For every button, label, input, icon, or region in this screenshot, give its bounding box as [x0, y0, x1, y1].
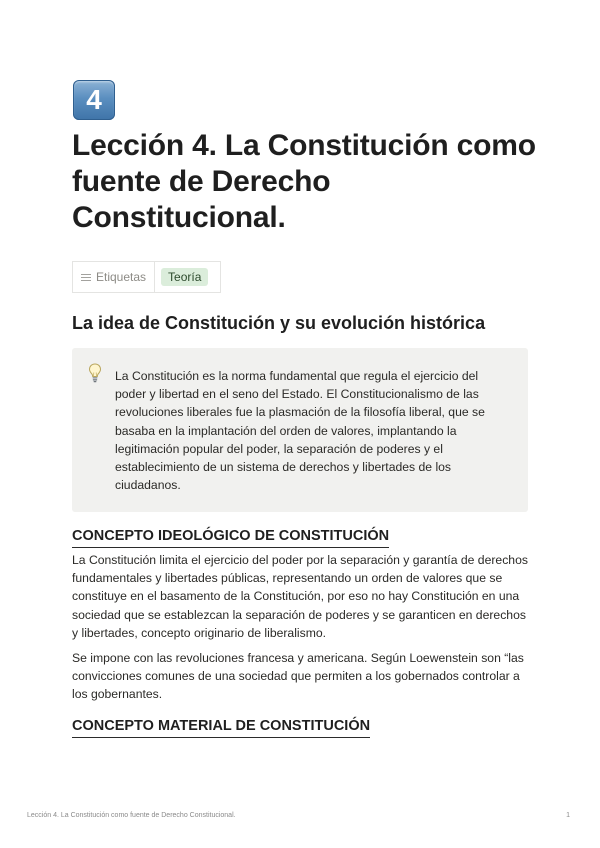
- footer-title: Lección 4. La Constitución como fuente de Derecho Constitucional.: [27, 812, 236, 819]
- heading-concepto-ideologico: CONCEPTO IDEOLÓGICO DE CONSTITUCIÓN: [72, 526, 389, 548]
- tag-badge[interactable]: Teoría: [161, 268, 208, 286]
- paragraph: Se impone con las revoluciones francesa y americana. Según Loewenstein son “las convicciones comunes de una sociedad que permiten a los gobernados controlar a los gobernantes.: [72, 651, 524, 702]
- lightbulb-icon: [87, 362, 103, 384]
- callout-text: La Constitución es la norma fundamental que regula el ejercicio del poder y libertad en el seno del Estado. El Constitucionalismo de las revoluciones liberales fue la plasmación de la filosofía liberal, que se basaba en la implantación del orden de valores, implantando la legitimación popular del poder, la separación de poderes y el establecimiento de un sistema de derechos y libertades de los ciudadanos.: [115, 369, 485, 493]
- properties-row: [72, 261, 221, 293]
- property-key-label: Etiquetas: [96, 270, 147, 284]
- lesson-number-icon: 4: [73, 80, 115, 120]
- page-title: Lección 4. La Constitución como fuente de Derecho Constitucional.: [72, 129, 536, 234]
- property-value[interactable]: [155, 262, 220, 292]
- paragraph: La Constitución limita el ejercicio del poder por la separación y garantía de derechos fundamentales y libertades públicas, representando un orden de valores que se constituye en el basamento de la Constitución, por eso no hay Constitución en una sociedad que se establezcan la separación de poderes y se garanticen en derechos y libertades, concepto originario de liberalismo.: [72, 553, 528, 640]
- page-number: 1: [566, 812, 570, 819]
- callout-box: [72, 348, 528, 512]
- section-heading: La idea de Constitución y su evolución histórica: [72, 313, 486, 333]
- property-key: [73, 262, 155, 292]
- heading-concepto-material: CONCEPTO MATERIAL DE CONSTITUCIÓN: [72, 716, 370, 738]
- list-icon: [81, 272, 91, 283]
